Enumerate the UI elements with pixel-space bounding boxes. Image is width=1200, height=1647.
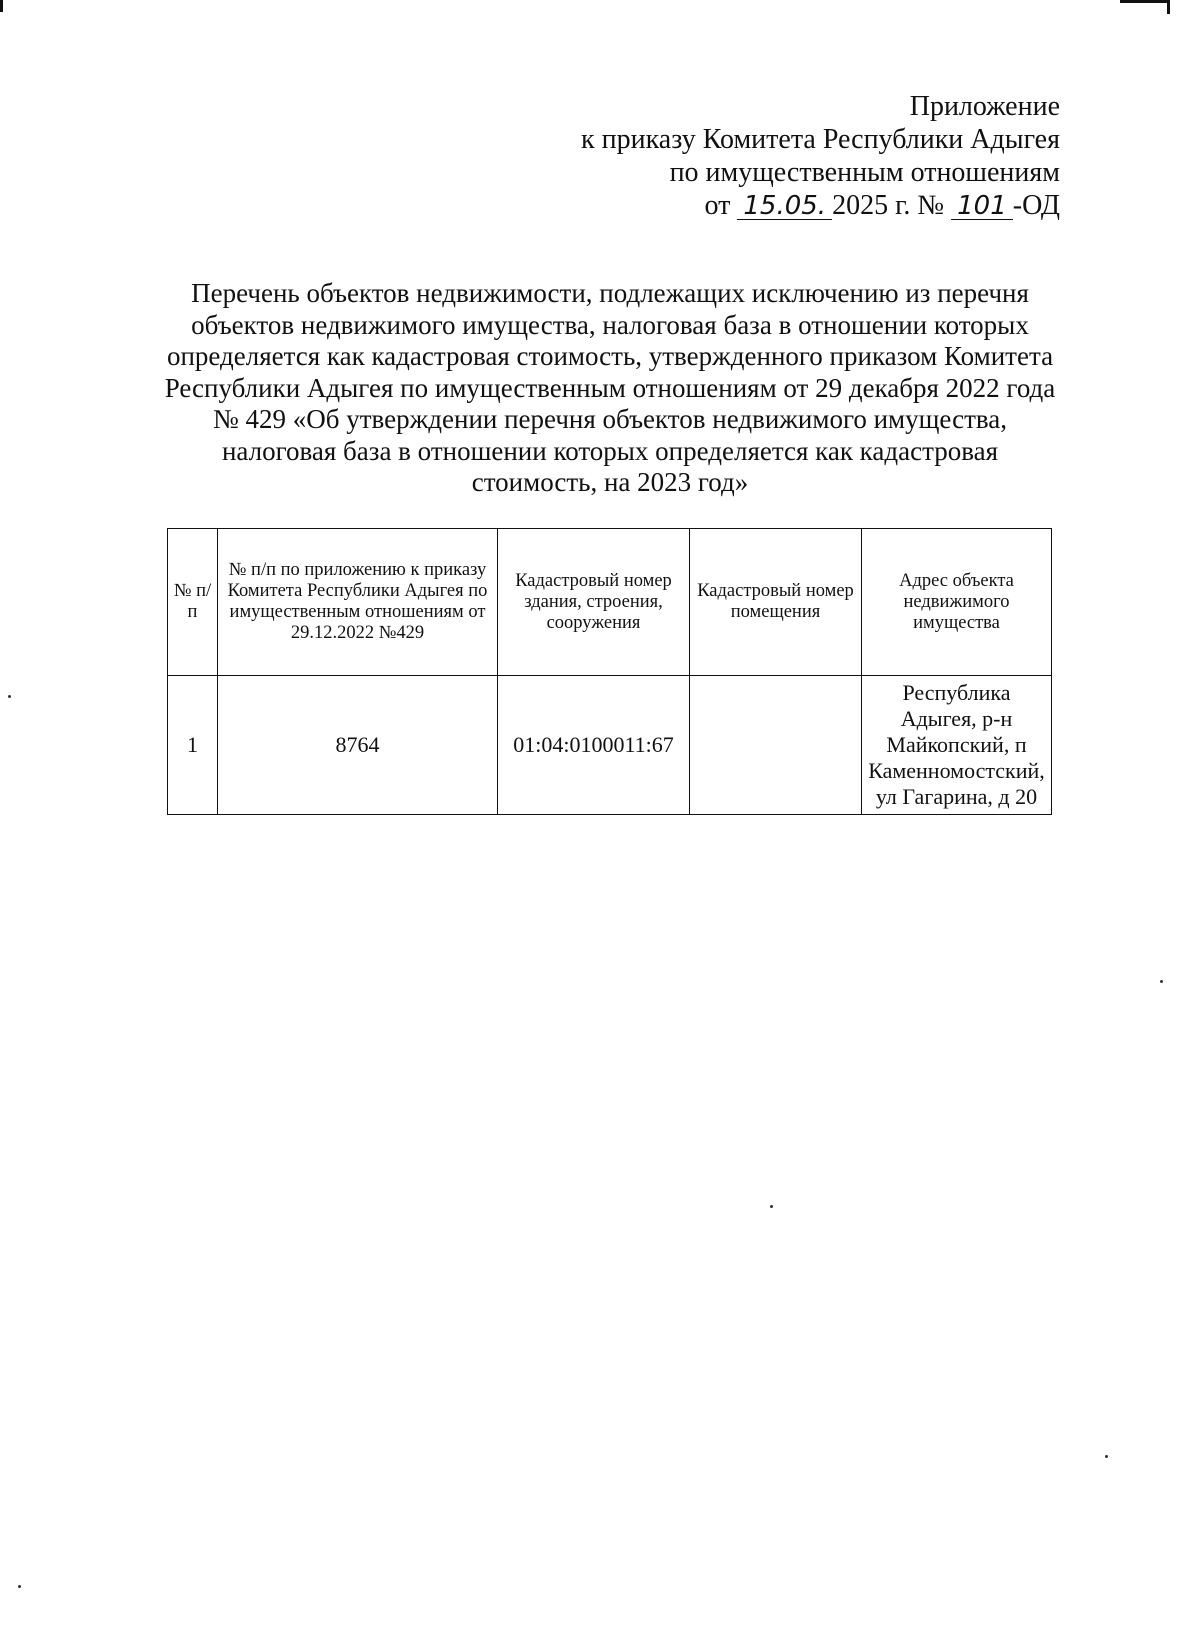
table-row: [168, 676, 1052, 815]
scan-speck: [1160, 980, 1163, 983]
cell-appendix-num: 8764: [218, 676, 498, 815]
appendix-order-ref: к приказу Комитета Республики Адыгея: [581, 124, 1060, 155]
scan-corner-tick: [1167, 0, 1170, 14]
appendix-label: Приложение: [909, 91, 1060, 122]
header-num: № п/п: [168, 529, 218, 676]
cell-premises-cadastral: [690, 676, 862, 815]
property-table: [167, 528, 1052, 815]
scan-speck: [18, 1585, 21, 1588]
cell-num: 1: [168, 676, 218, 815]
cell-building-cadastral: 01:04:0100011:67: [498, 676, 690, 815]
number-suffix: -ОД: [1012, 190, 1060, 221]
scan-mark: [0, 0, 3, 12]
handwritten-date: 15.05.: [737, 193, 832, 220]
appendix-committee: по имущественным отношениям: [669, 157, 1060, 188]
scan-speck: [770, 1205, 773, 1208]
appendix-header: [581, 90, 1060, 222]
scan-speck: [8, 695, 11, 698]
header-appendix-num: № п/п по приложению к приказу Комитета Республики Адыгея по имущественным отношениям от 29.12.2022 №429: [218, 529, 498, 676]
document-title: Перечень объектов недвижимости, подлежащих исключению из перечня объектов недвижимого имущества, налоговая база в отношении которых определяется как кадастровая стоимость, утвержденного приказом Комитета Республики Адыгея по имущественным отношениям от 29 декабря 2022 года № 429 «Об утверждении перечня объектов недвижимого имущества, налоговая база в отношении которых определяется как кадастровая стоимость, на 2023 год»: [164, 278, 1056, 497]
table-header-row: [168, 529, 1052, 676]
appendix-date-line: [581, 189, 1060, 222]
scan-corner-mark: [1120, 0, 1170, 3]
year-number-label: 2025 г. №: [832, 190, 945, 221]
date-prefix: от: [704, 190, 731, 221]
cell-address: Республика Адыгея, р-н Майкопский, п Каменномостский, ул Гагарина, д 20: [862, 676, 1052, 815]
handwritten-number: 101: [951, 193, 1013, 220]
header-address: Адрес объекта недвижимого имущества: [862, 529, 1052, 676]
header-premises-cadastral: Кадастровый номер помещения: [690, 529, 862, 676]
header-building-cadastral: Кадастровый номер здания, строения, сооружения: [498, 529, 690, 676]
scan-speck: [1105, 1455, 1108, 1458]
